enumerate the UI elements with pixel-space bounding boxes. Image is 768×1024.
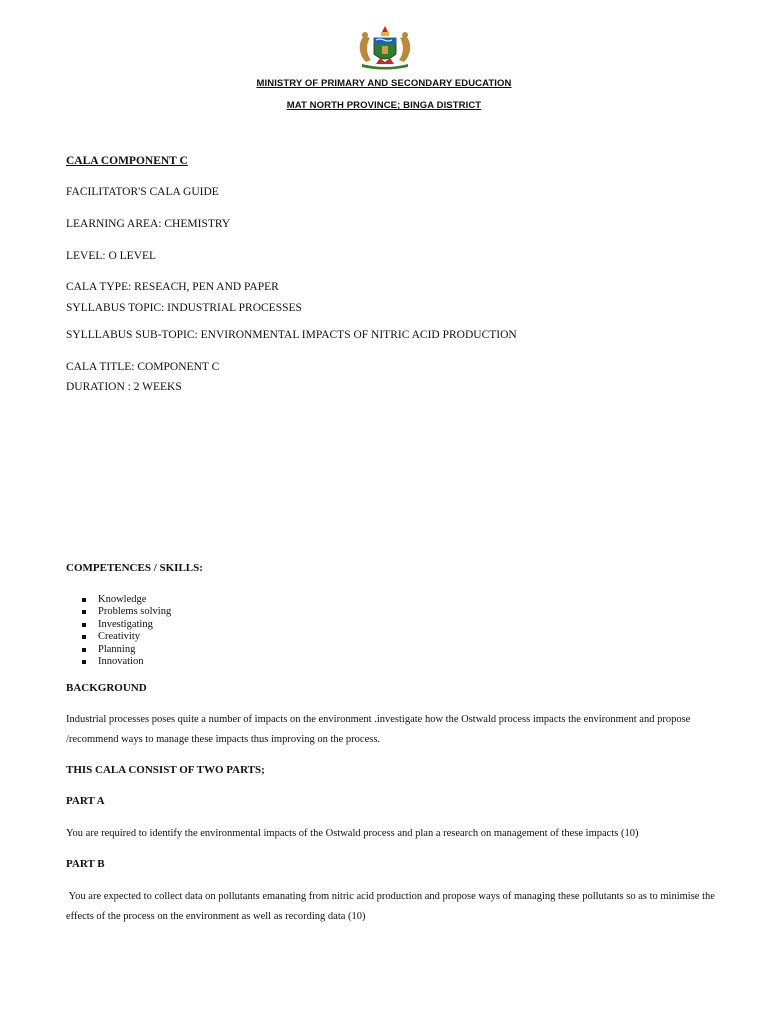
coat-of-arms-icon [354,24,416,70]
bullet-icon [82,598,86,602]
duration: DURATION : 2 WEEKS [66,381,182,393]
parts-heading: THIS CALA CONSIST OF TWO PARTS; [66,764,265,776]
background-heading: BACKGROUND [66,682,147,694]
facilitator-guide: FACILITATOR'S CALA GUIDE [66,186,219,198]
list-item: Problems solving [82,606,171,618]
province-heading: MAT NORTH PROVINCE; BINGA DISTRICT [286,100,482,111]
syllabus-topic: SYLLABUS TOPIC: INDUSTRIAL PROCESSES [66,302,302,314]
competences-list [82,594,171,668]
list-item: Investigating [82,619,171,631]
bullet-icon [82,610,86,614]
level: LEVEL: O LEVEL [66,250,157,262]
ministry-heading: MINISTRY OF PRIMARY AND SECONDARY EDUCATION [256,78,512,89]
competences-heading: COMPETENCES / SKILLS: [66,562,203,574]
part-a-text: You are required to identify the environmental impacts of the Ostwald process and plan a research on management of these impacts (10) [66,828,639,839]
cala-title: CALA TITLE: COMPONENT C [66,361,220,373]
bullet-icon [82,660,86,664]
syllabus-sub-topic: SYLLLABUS SUB-TOPIC: ENVIRONMENTAL IMPACTS OF NITRIC ACID PRODUCTION [66,329,517,341]
bullet-icon [82,623,86,627]
bullet-icon [82,648,86,652]
list-item: Planning [82,644,171,656]
list-item: Innovation [82,656,171,668]
component-heading: CALA COMPONENT C [66,155,188,167]
part-b-text: You are expected to collect data on pollutants emanating from nitric acid production and propose ways of managing these pollutants so as to minimise the effects of the process on the environment as well as recording data (10) [66,891,718,922]
background-text: Industrial processes poses quite a number of impacts on the environment .investigate how the Ostwald process impacts the environment and propose /recommend ways to manage these impacts thus improving on the process. [66,714,691,745]
list-item: Knowledge [82,594,171,606]
bullet-icon [82,635,86,639]
list-item: Creativity [82,631,171,643]
learning-area: LEARNING AREA: CHEMISTRY [66,218,231,230]
part-a-heading: PART A [66,795,105,807]
part-b-heading: PART B [66,858,105,870]
cala-type: CALA TYPE: RESEACH, PEN AND PAPER [66,281,279,293]
